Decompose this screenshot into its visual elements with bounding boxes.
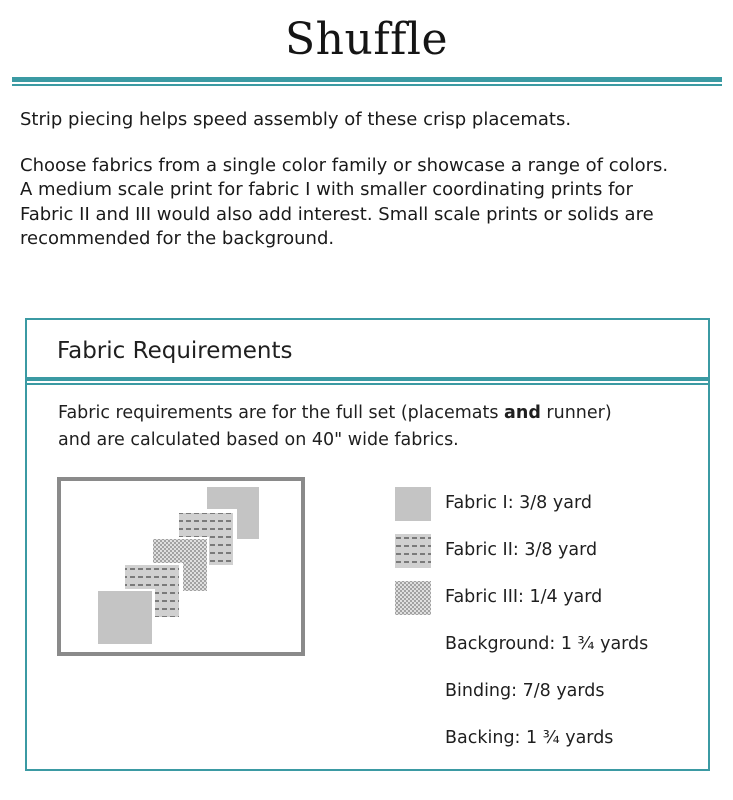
intro-text (20, 108, 720, 273)
heading-rule-thin (27, 383, 708, 385)
fabric-requirements-heading: Fabric Requirements (57, 338, 293, 364)
fabric-requirements-box (25, 318, 710, 771)
intro-line: Choose fabrics from a single color family or showcase a range of colors. (20, 154, 669, 176)
bold-and: and (504, 403, 541, 423)
placemat-diagram (57, 477, 307, 659)
intro-paragraph-1: Strip piecing helps speed assembly of these crisp placemats. (20, 109, 572, 130)
legend-item-binding (395, 674, 695, 710)
legend-item-fabric-ii (395, 533, 695, 569)
fabric-ii-swatch (395, 534, 431, 568)
intro-line: Fabric II and III would also add interest. Small scale prints or solids are (20, 203, 654, 225)
fabric-requirements-description: Fabric requirements are for the full set (placemats and runner) and are calculated based on 40" wide fabrics. (58, 403, 612, 450)
legend-label: Fabric I: 3/8 yard (445, 493, 592, 513)
legend-label: Fabric III: 1/4 yard (445, 587, 603, 607)
title-rule-thick (12, 77, 722, 82)
legend-label: Backing: 1 ¾ yards (445, 728, 614, 748)
legend-label: Background: 1 ¾ yards (445, 634, 649, 654)
legend-item-fabric-iii (395, 580, 695, 616)
fabric-i-swatch (395, 487, 431, 521)
legend-item-backing (395, 721, 695, 757)
heading-rule-thick (27, 377, 708, 381)
fabric-i-block (98, 591, 152, 644)
placemat-frame (59, 479, 303, 654)
legend-label: Fabric II: 3/8 yard (445, 540, 598, 560)
title-rule-thin (12, 84, 722, 86)
legend-item-background (395, 627, 695, 663)
legend-label: Binding: 7/8 yards (445, 681, 605, 701)
intro-line: recommended for the background. (20, 228, 335, 249)
legend-item-fabric-i (395, 486, 695, 522)
intro-paragraph-2 (20, 154, 720, 252)
fabric-iii-swatch (395, 581, 431, 615)
intro-line: A medium scale print for fabric I with smaller coordinating prints for (20, 179, 633, 200)
page-title: Shuffle (285, 14, 448, 65)
